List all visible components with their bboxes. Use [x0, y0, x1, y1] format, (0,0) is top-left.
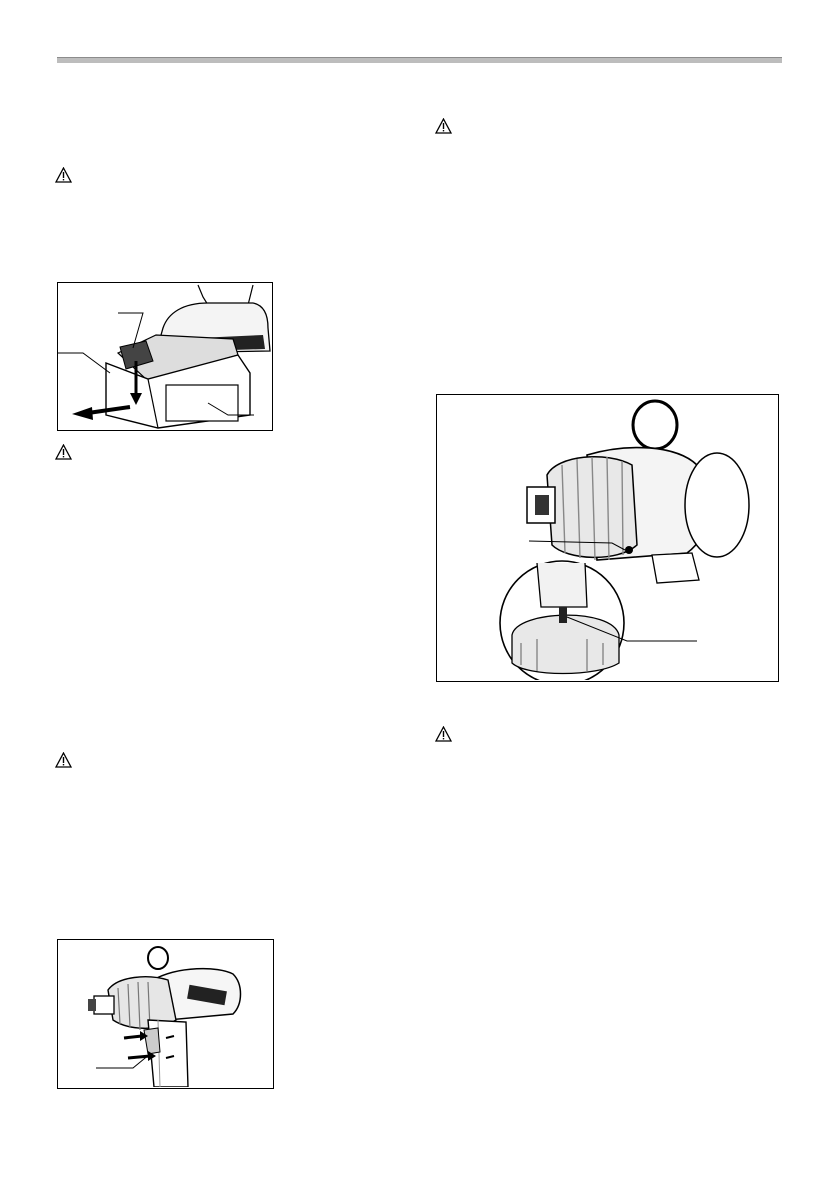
reversing-switch-figure: [436, 394, 779, 682]
warning-triangle-icon: [55, 752, 72, 768]
warning-triangle-icon: [55, 444, 72, 460]
header-rule: [57, 57, 782, 63]
warning-triangle-icon: [435, 118, 452, 134]
warning-triangle-icon: [55, 167, 72, 183]
trigger-switch-figure: [57, 939, 274, 1089]
warning-triangle-icon: [435, 726, 452, 742]
battery-cartridge-figure: [57, 282, 273, 431]
